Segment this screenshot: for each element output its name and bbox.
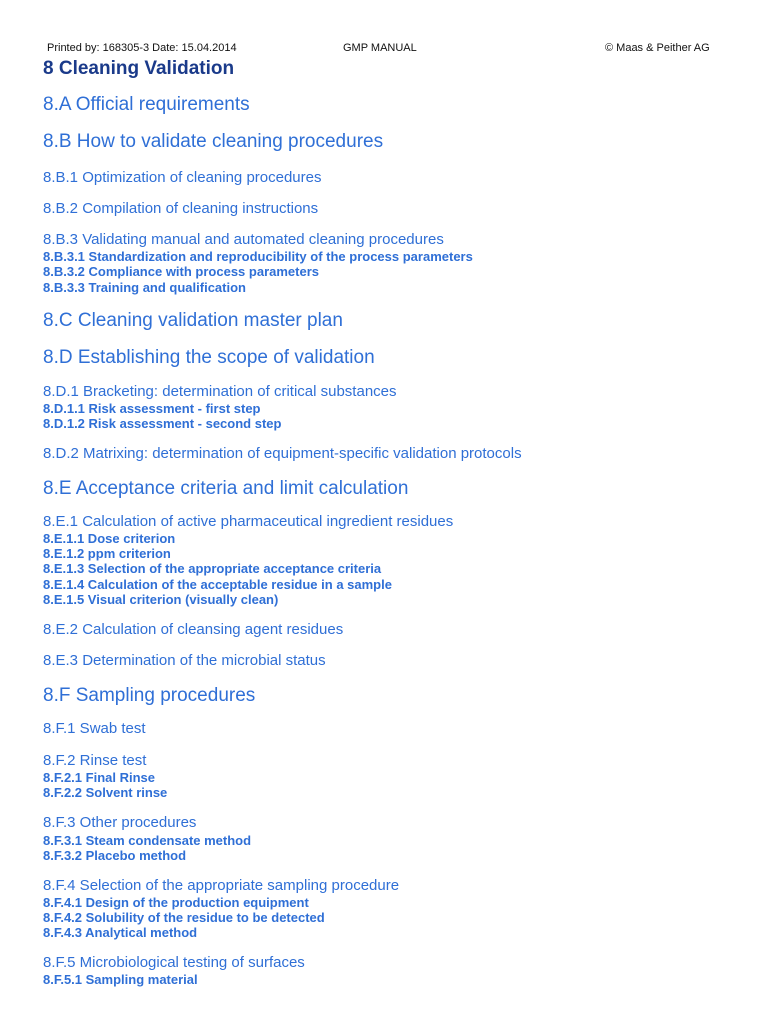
toc-entry-level-3[interactable]: 8.E.1.3 Selection of the appropriate acceptance criteria xyxy=(43,561,382,576)
chapter-title: 8 Cleaning Validation xyxy=(43,58,235,79)
toc-entry-level-2[interactable]: 8.B.3 Validating manual and automated cleaning procedures xyxy=(43,231,444,248)
toc-entry-level-3[interactable]: 8.F.2.1 Final Rinse xyxy=(43,770,155,785)
toc-entry-level-3[interactable]: 8.D.1.2 Risk assessment - second step xyxy=(43,416,282,431)
copyright-text: © Maas & Peither AG xyxy=(605,42,710,54)
toc-entry-level-1[interactable]: 8.B How to validate cleaning procedures xyxy=(43,131,384,152)
toc-entry-level-2[interactable]: 8.E.2 Calculation of cleansing agent residues xyxy=(43,621,344,638)
toc-entry-level-3[interactable]: 8.F.3.1 Steam condensate method xyxy=(43,833,252,848)
toc-entry-level-3[interactable]: 8.E.1.5 Visual criterion (visually clean) xyxy=(43,592,279,607)
toc-entry-level-1[interactable]: 8.E Acceptance criteria and limit calculation xyxy=(43,478,409,499)
toc-entry-level-1[interactable]: 8.F Sampling procedures xyxy=(43,685,256,706)
toc-entry-level-3[interactable]: 8.F.5.1 Sampling material xyxy=(43,972,198,987)
toc-entry-level-2[interactable]: 8.F.4 Selection of the appropriate sampling procedure xyxy=(43,877,400,894)
toc-entry-level-2[interactable]: 8.E.1 Calculation of active pharmaceutical ingredient residues xyxy=(43,513,454,530)
toc-entry-level-2[interactable]: 8.F.3 Other procedures xyxy=(43,814,197,831)
toc-entry-level-2[interactable]: 8.F.5 Microbiological testing of surfaces xyxy=(43,954,305,971)
toc-entry-level-3[interactable]: 8.F.4.2 Solubility of the residue to be detected xyxy=(43,910,325,925)
printed-by-text: Printed by: 168305-3 Date: 15.04.2014 xyxy=(47,42,237,54)
toc-entry-level-1[interactable]: 8.D Establishing the scope of validation xyxy=(43,347,375,368)
toc-entry-level-3[interactable]: 8.E.1.4 Calculation of the acceptable residue in a sample xyxy=(43,577,392,592)
toc-entry-level-3[interactable]: 8.F.3.2 Placebo method xyxy=(43,848,187,863)
toc-entry-level-3[interactable]: 8.F.4.3 Analytical method xyxy=(43,925,198,940)
manual-title: GMP MANUAL xyxy=(343,42,417,54)
toc-entry-level-3[interactable]: 8.F.4.1 Design of the production equipment xyxy=(43,895,309,910)
toc-entry-level-2[interactable]: 8.F.2 Rinse test xyxy=(43,752,147,769)
toc-entry-level-2[interactable]: 8.D.1 Bracketing: determination of critical substances xyxy=(43,383,397,400)
toc-entry-level-2[interactable]: 8.F.1 Swab test xyxy=(43,720,146,737)
toc-entry-level-2[interactable]: 8.B.1 Optimization of cleaning procedures xyxy=(43,169,322,186)
toc-entry-level-3[interactable]: 8.B.3.2 Compliance with process parameters xyxy=(43,264,319,279)
toc-entry-level-3[interactable]: 8.B.3.3 Training and qualification xyxy=(43,280,246,295)
toc-entry-level-3[interactable]: 8.E.1.2 ppm criterion xyxy=(43,546,171,561)
toc-entry-level-1[interactable]: 8.C Cleaning validation master plan xyxy=(43,310,343,331)
toc-entry-level-3[interactable]: 8.D.1.1 Risk assessment - first step xyxy=(43,401,261,416)
toc-entry-level-2[interactable]: 8.B.2 Compilation of cleaning instructions xyxy=(43,200,319,217)
toc-entry-level-3[interactable]: 8.B.3.1 Standardization and reproducibility of the process parameters xyxy=(43,249,473,264)
toc-entry-level-2[interactable]: 8.D.2 Matrixing: determination of equipment-specific validation protocols xyxy=(43,445,522,462)
toc-entry-level-2[interactable]: 8.E.3 Determination of the microbial status xyxy=(43,652,326,669)
toc-entry-level-1[interactable]: 8.A Official requirements xyxy=(43,94,250,115)
toc-entry-level-3[interactable]: 8.E.1.1 Dose criterion xyxy=(43,531,176,546)
toc-entry-level-3[interactable]: 8.F.2.2 Solvent rinse xyxy=(43,785,168,800)
